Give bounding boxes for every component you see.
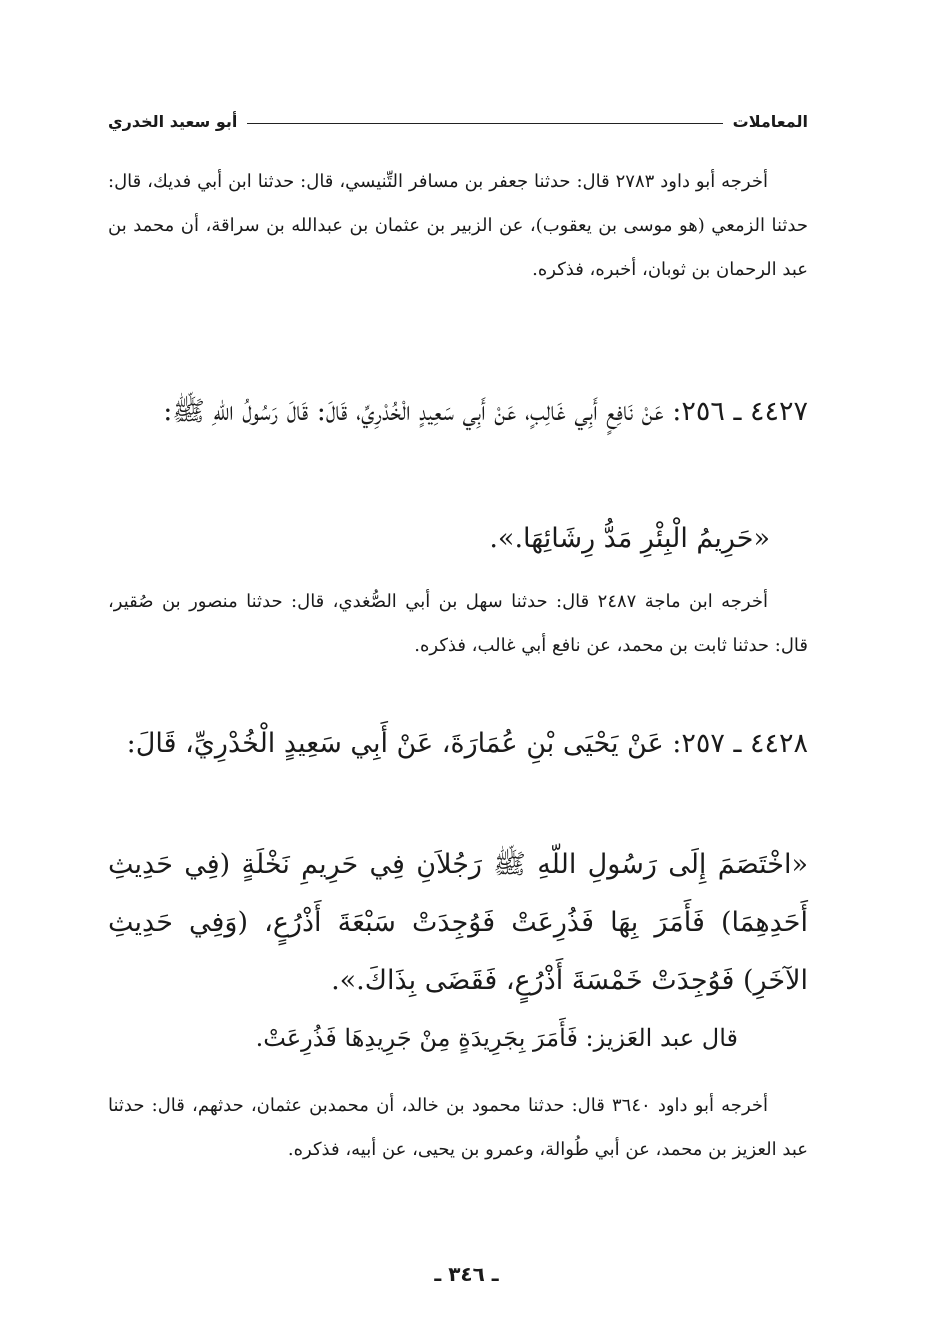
header-narrator-name: أبو سعيد الخدري [108, 111, 238, 131]
source-note-1: أخرجه أبو داود ٢٧٨٣ قال: حدثنا جعفر بن مسافر التِّنيسي، قال: حدثنا ابن أبي فديك، قال: حدثنا الزمعي (هو موسى بن يعقوب)، عن الزبير بن عثمان بن عبدالله بن سراقة، أن محمد بن عبد الرحمان بن ثوبان، أخبره، فذكره. [108, 171, 808, 280]
running-header [108, 108, 808, 134]
hadith-4428-text: «اخْتَصَمَ إِلَى رَسُولِ اللّهِ ﷺ رَجُلاَنِ فِي حَرِيمِ نَخْلَةٍ (فِي حَدِيثِ أَحَدِهِمَا) فَأَمَرَ بِهَا فَذُرِعَتْ فَوُجِدَتْ سَبْعَةَ أَذْرُعٍ، (وَفِي حَدِيثِ الآخَرِ) فَوُجِدَتْ خَمْسَةَ أَذْرُعٍ، فَقَضَى بِذَاكَ.». [108, 849, 808, 996]
abdulaziz-note: قال عبد العَزيز: فَأَمَرَ بِجَرِيدَةٍ مِنْ جَرِيدِهَا فَذُرِعَتْ. [255, 1024, 738, 1052]
source-note-2: أخرجه ابن ماجة ٢٤٨٧ قال: حدثنا سهل بن أبي الصُّغدي، قال: حدثنا منصور بن صُقير، قال: حدثنا ثابت بن محمد، عن نافع أبي غالب، فذكره. [108, 591, 808, 656]
hadith-4427-heading: ٤٤٢٧ ـ ٢٥٦: عَنْ نَافِعٍ أَبِي غَالِبٍ، عَنْ أَبِي سَعِيدٍ الْخُدْرِيِّ، قَالَ: قَالَ رَسُولُ اللّهِ ﷺ: [163, 396, 808, 427]
hadith-4428-heading: ٤٤٢٨ ـ ٢٥٧: عَنْ يَحْيَى بْنِ عُمَارَةَ، عَنْ أَبِي سَعِيدٍ الْخُدْرِيِّ، قَالَ: [126, 728, 808, 759]
page-number: ـ ٣٤٦ ـ [434, 1262, 499, 1286]
header-chapter-title: المعاملات [732, 111, 808, 131]
header-rule [247, 123, 722, 124]
source-note-3: أخرجه أبو داود ٣٦٤٠ قال: حدثنا محمود بن خالد، أن محمدبن عثمان، حدثهم، قال: حدثنا عبد العزيز بن محمد، عن أبي طُوالة، وعمرو بن يحيى، عن أبيه، فذكره. [108, 1095, 808, 1160]
hadith-4427-text: «حَرِيمُ الْبِئْرِ مَدُّ رِشَائِهَا.». [489, 523, 770, 554]
